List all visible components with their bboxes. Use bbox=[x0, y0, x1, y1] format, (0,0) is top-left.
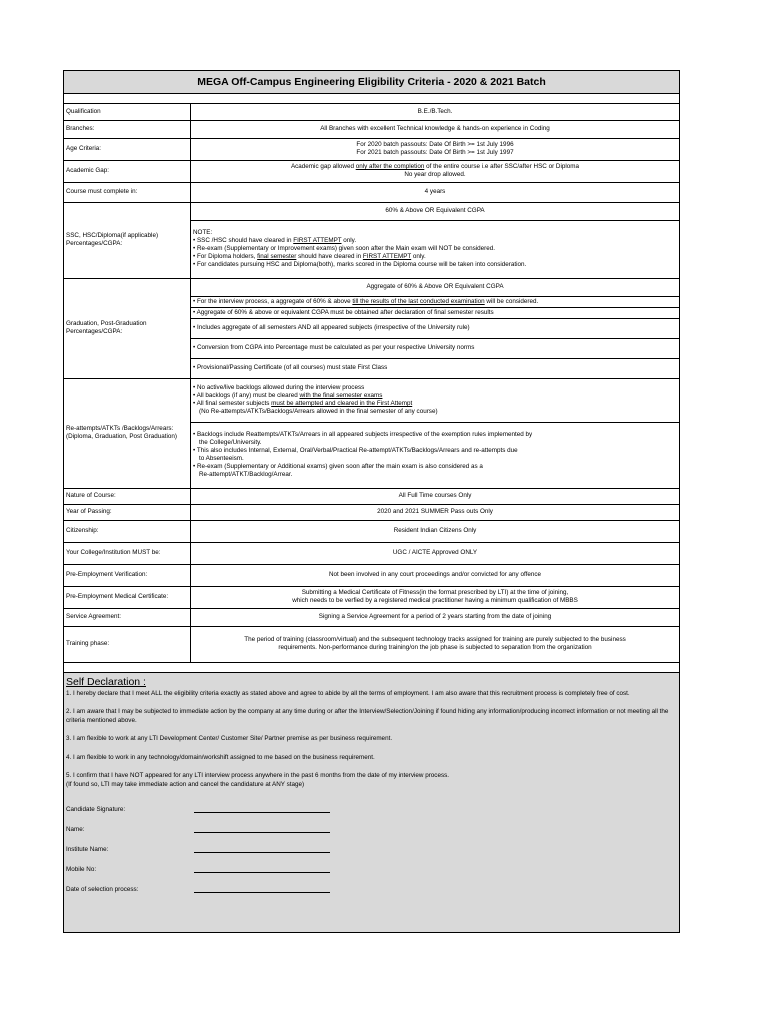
table-row bbox=[64, 488, 679, 504]
table-row bbox=[64, 202, 679, 220]
row-label: Service Agreement: bbox=[64, 608, 191, 626]
field-label: Mobile No: bbox=[66, 866, 97, 873]
declaration-item-1: 1. I hereby declare that I meet ALL the eligibility criteria exactly as stated above and agree to abide by all the terms of employment. I am also aware that this recruitment process is completely free of cost. bbox=[66, 689, 630, 697]
row-label: Age Criteria: bbox=[64, 138, 191, 160]
table-row bbox=[64, 104, 679, 120]
text-underlined: FIRST ATTEMPT bbox=[362, 253, 412, 260]
row-value: All Branches with excellent Technical knowledge & hands-on experience in Coding bbox=[191, 120, 680, 138]
gap-line2: No year drop allowed. bbox=[404, 171, 466, 178]
backlog-bullet-1-cont: the College/University. bbox=[199, 439, 262, 446]
table-row bbox=[64, 586, 679, 608]
row-label: Branches: bbox=[64, 120, 191, 138]
reattempt-rules bbox=[191, 378, 680, 422]
ssc-header: 60% & Above OR Equivalent CGPA bbox=[191, 202, 680, 220]
text: only. bbox=[411, 253, 426, 260]
declaration-title: Self Declaration : bbox=[66, 675, 146, 688]
declaration-item-3: 3. I am flexible to work at any LTI Development Center/ Customer Site/ Partner premise as per business requirement. bbox=[66, 735, 393, 742]
mobile-field bbox=[66, 853, 677, 873]
row-label: Re-attempts/ATKTs /Backlogs/Arrears: (Diploma, Graduation, Post Graduation) bbox=[64, 378, 191, 488]
date-field bbox=[66, 873, 677, 893]
backlog-bullet-1: • Backlogs include Reattempts/ATKTs/Arrears in all appeared subjects irrespective of the exemption rules implemented by bbox=[193, 431, 533, 438]
row-value: 2020 and 2021 SUMMER Pass outs Only bbox=[191, 504, 680, 520]
ssc-bullet-2: • Re-exam (Supplementary or Improvement exams) given soon after the Main exam will NOT be considered. bbox=[193, 245, 496, 252]
table-row bbox=[64, 182, 679, 202]
row-label: SSC, HSC/Diploma(if applicable) Percentages/CGPA: bbox=[64, 202, 191, 278]
text: • All backlogs (if any) must be cleared bbox=[193, 392, 300, 399]
page-title: MEGA Off-Campus Engineering Eligibility Criteria - 2020 & 2021 Batch bbox=[64, 71, 679, 94]
row-value: 4 years bbox=[191, 182, 680, 202]
criteria-table bbox=[64, 104, 679, 663]
row-label: Academic Gap: bbox=[64, 160, 191, 182]
reattempt-bullet-3-note: (No Re-attempts/ATKTs/Backlogs/Arrears allowed in the final semester of any course) bbox=[199, 408, 438, 415]
row-label: Pre-Employment Medical Certificate: bbox=[64, 586, 191, 608]
row-label: Citizenship: bbox=[64, 520, 191, 542]
declaration-item-2: 2. I am aware that I may be subjected to immediate action by the company at any time during or after the Interview/Selection/Joining if found hiding any information/producing incorrect information or not meeting all the criteria mentioned above. bbox=[66, 708, 669, 724]
text-underlined: must be attempted and cleared in the First Attempt bbox=[271, 400, 413, 407]
grad-bullet-2: • Aggregate of 60% & above or equivalent CGPA must be obtained after declaration of final semester results bbox=[191, 307, 680, 318]
row-value: B.E./B.Tech. bbox=[191, 104, 680, 120]
declaration-item-5-text: 5. I confirm that I have NOT appeared for any LTI interview process anywhere in the past 6 months from the date of my interview process. bbox=[66, 772, 450, 779]
row-value: Signing a Service Agreement for a period of 2 years starting from the date of joining bbox=[191, 608, 680, 626]
table-row bbox=[64, 626, 679, 662]
backlog-bullet-2-cont: to Absenteeism. bbox=[199, 455, 244, 462]
ssc-bullet-3 bbox=[193, 253, 677, 261]
self-declaration bbox=[64, 672, 679, 932]
grad-bullet-3: • Includes aggregate of all semesters AND all appeared subjects (irrespective of the University rule) bbox=[191, 318, 680, 338]
grad-bullet-5: • Provisional/Passing Certificate (of all courses) must state First Class bbox=[191, 358, 680, 378]
grad-bullet-1 bbox=[191, 296, 680, 307]
text: • For Diploma holders, bbox=[193, 253, 258, 260]
row-label: Pre-Employment Verification: bbox=[64, 564, 191, 586]
row-label: Nature of Course: bbox=[64, 488, 191, 504]
backlog-definitions bbox=[191, 422, 680, 488]
table-row bbox=[64, 378, 679, 422]
text-underlined: FIRST ATTEMPT bbox=[293, 237, 342, 244]
declaration-item-4: 4. I am flexible to work in any technology/domain/workshift assigned to me based on the business requirement. bbox=[66, 753, 375, 761]
row-value bbox=[191, 160, 680, 182]
text: only. bbox=[341, 237, 357, 244]
table-row bbox=[64, 520, 679, 542]
note-label: NOTE: bbox=[193, 229, 213, 236]
text-underlined: final semester bbox=[257, 253, 297, 260]
reattempt-bullet-2 bbox=[193, 392, 677, 400]
ssc-notes bbox=[191, 220, 680, 278]
spacer-row bbox=[64, 94, 679, 104]
row-value bbox=[191, 626, 680, 662]
field-label: Name: bbox=[66, 826, 85, 833]
backlog-bullet-2: • This also includes Internal, External, Oral/Verbal/Practical Re-attempt/ATKTs/Backlogs/Arrears and re-attempts due bbox=[193, 447, 518, 454]
institute-field bbox=[66, 833, 677, 853]
grad-header: Aggregate of 60% & Above OR Equivalent CGPA bbox=[191, 278, 680, 296]
medical-line-1: Submitting a Medical Certificate of Fitness(in the format prescribed by LTI) at the time of joining, bbox=[301, 589, 569, 596]
date-line[interactable] bbox=[194, 883, 330, 893]
row-label: Training phase: bbox=[64, 626, 191, 662]
row-value bbox=[191, 138, 680, 160]
text: • All final semester subjects bbox=[193, 400, 272, 407]
age-2020: For 2020 batch passouts: Date Of Birth >= 1st July 1996 bbox=[356, 141, 514, 148]
table-row bbox=[64, 608, 679, 626]
text: • For the interview process, a aggregate of 60% & above bbox=[193, 297, 353, 305]
text-underlined: with the final semester exams bbox=[299, 392, 383, 399]
reattempt-bullet-3 bbox=[193, 400, 677, 408]
row-value: All Full Time courses Only bbox=[191, 488, 680, 504]
name-line[interactable] bbox=[194, 823, 330, 833]
eligibility-sheet bbox=[63, 70, 680, 933]
declaration-item-5 bbox=[66, 772, 677, 789]
backlog-bullet-3-cont: Re-attempt/ATKT/Backlog/Arrear. bbox=[199, 471, 293, 478]
row-label: Course must complete in: bbox=[64, 182, 191, 202]
field-label: Date of selection process: bbox=[66, 886, 139, 893]
spacer-row bbox=[64, 663, 679, 672]
row-label: Graduation, Post-Graduation Percentages/CGPA: bbox=[64, 278, 191, 378]
gap-text: Academic gap allowed bbox=[290, 163, 356, 170]
row-label: Your College/Institution MUST be: bbox=[64, 542, 191, 564]
row-value bbox=[191, 586, 680, 608]
row-value: UGC / AICTE Approved ONLY bbox=[191, 542, 680, 564]
table-row bbox=[64, 138, 679, 160]
reattempt-bullet-1: • No active/live backlogs allowed during the interview process bbox=[193, 384, 365, 391]
table-row bbox=[64, 504, 679, 520]
text: should have cleared in bbox=[296, 253, 363, 260]
medical-line-2: which needs to be verfied by a registered medical practitioner having a minimum qualification of MBBS bbox=[292, 597, 578, 604]
signature-field bbox=[66, 793, 677, 813]
name-field bbox=[66, 813, 677, 833]
field-label: Candidate Signature: bbox=[66, 806, 126, 813]
grad-bullet-4: • Conversion from CGPA into Percentage must be calculated as per your respective University norms bbox=[191, 338, 680, 358]
table-row bbox=[64, 120, 679, 138]
table-row bbox=[64, 564, 679, 586]
row-value: Not been involved in any court proceedings and/or convicted for any offence bbox=[191, 564, 680, 586]
signature-line[interactable] bbox=[194, 803, 330, 813]
training-line-2: requirements. Non-performance during training/on the job phase is subjected to separation from the organization bbox=[278, 644, 592, 651]
text-underlined: till the results of the last conducted examination bbox=[352, 297, 485, 305]
text: will be considered. bbox=[484, 297, 539, 305]
row-value: Resident Indian Citizens Only bbox=[191, 520, 680, 542]
age-2021: For 2021 batch passouts: Date Of Birth >= 1st July 1997 bbox=[356, 149, 514, 156]
declaration-item-5-note: (If found so, LTI may take immediate action and cancel the candidature at ANY stage) bbox=[66, 780, 305, 788]
table-row bbox=[64, 160, 679, 182]
ssc-bullet-1 bbox=[193, 237, 677, 245]
table-row bbox=[64, 278, 679, 296]
table-row bbox=[64, 542, 679, 564]
gap-text-post: of the entire course i.e after SSC/after HSC or Diploma bbox=[424, 163, 580, 170]
institute-line[interactable] bbox=[194, 843, 330, 853]
field-label: Institute Name: bbox=[66, 846, 109, 853]
backlog-bullet-3: • Re-exam (Supplementary or Additional exams) given soon after the main exam is also considered as a bbox=[193, 463, 483, 470]
mobile-line[interactable] bbox=[194, 863, 330, 873]
ssc-bullet-4: • For candidates pursuing HSC and Diploma(both), marks scored in the Diploma course will be taken into consideration. bbox=[193, 261, 527, 268]
row-label: Year of Passing: bbox=[64, 504, 191, 520]
training-line-1: The period of training (classroom/virtual) and the subsequent technology tracks assigned for training are purely subjected to the business bbox=[244, 636, 626, 643]
text: • SSC /HSC should have cleared in bbox=[193, 237, 294, 244]
gap-underlined: only after the completion bbox=[355, 163, 425, 170]
row-label: Qualification bbox=[64, 104, 191, 120]
